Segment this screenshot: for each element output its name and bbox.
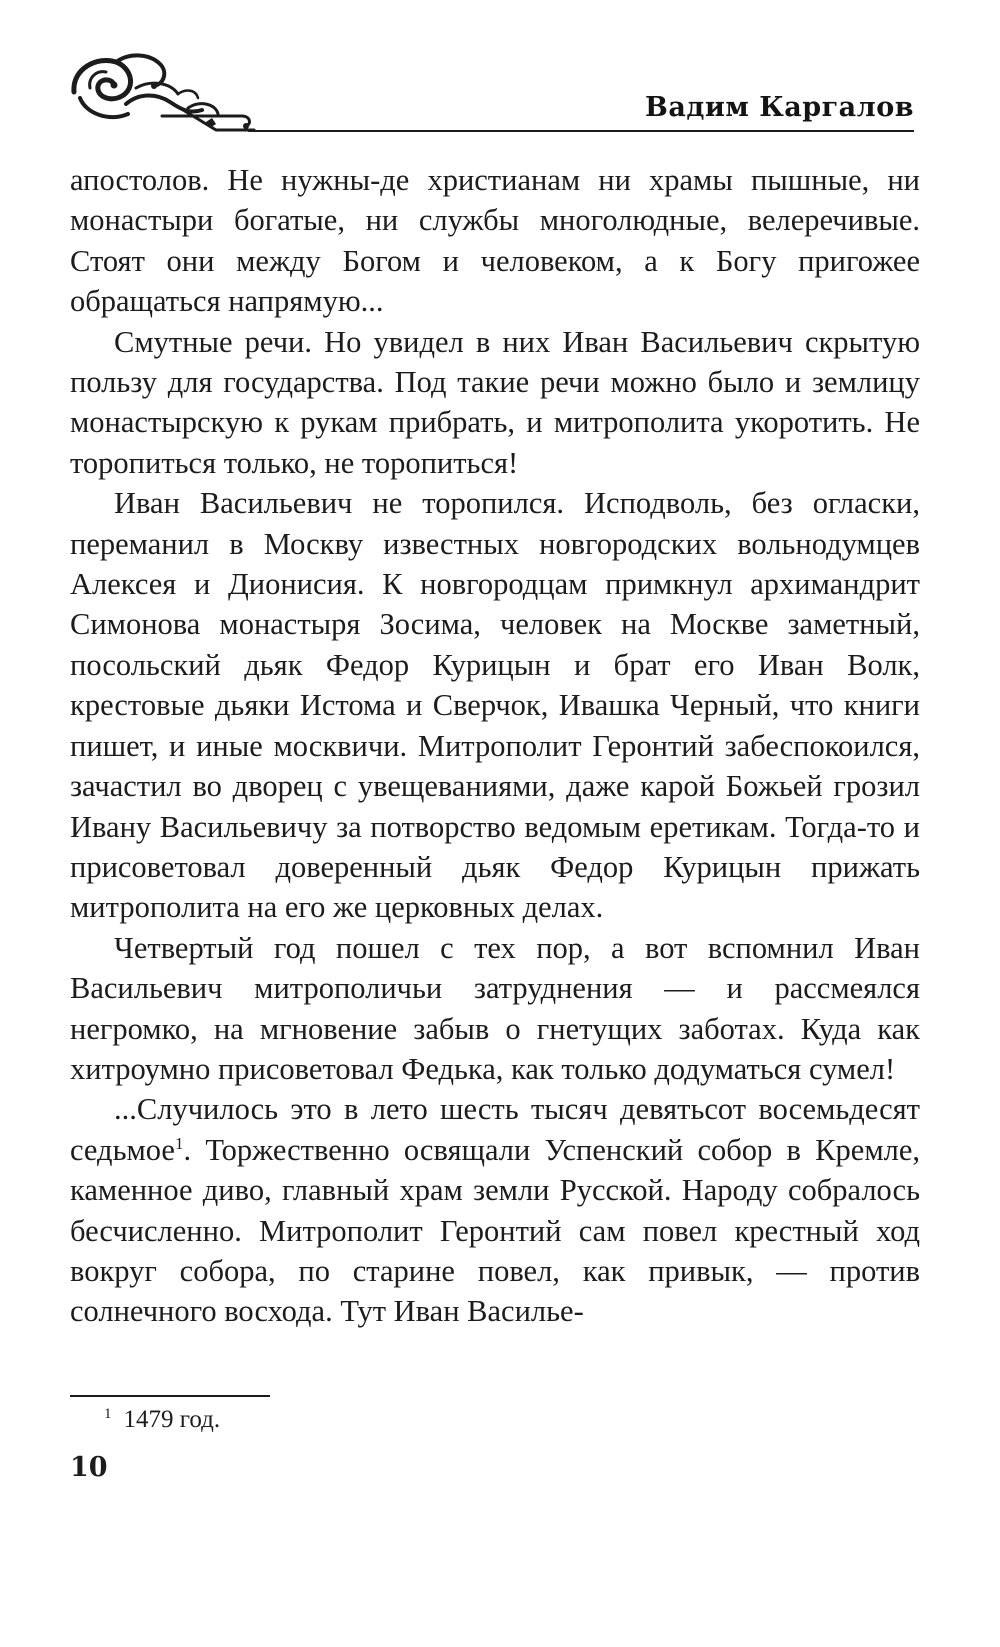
paragraph: Смутные речи. Но увидел в них Иван Васильевич скрытую пользу для государства. Под такие речи можно было и землицу монастырскую к рукам прибрать, и митрополита укоротить. Не торопиться только, не торопиться! <box>70 324 920 480</box>
footnote <box>104 1402 220 1438</box>
paragraph: Иван Васильевич не торопился. Исподволь, без огласки, переманил в Москву известных новгородских вольнодумцев Алексея и Дионисия. К новгородцам примкнул архимандрит Симонова монастыря Зосима, человек на Москве заметный, посольский дьяк Федор Курицын и брат его Иван Волк, крестовые дьяки Истома и Сверчок, Ивашка Черный, что книги пишет, и иные москвичи. Митрополит Геронтий забеспокоился, зачастил во дворец с увещеваниями, даже карой Божьей грозил Ивану Васильевичу за потворство ведомым еретикам. Тогда-то и присоветовал доверенный дьяк Федор Курицын прижать митрополита на его же церковных делах. <box>70 486 920 925</box>
ornament-icon <box>66 48 256 134</box>
footnote-mark: 1 <box>104 1405 112 1422</box>
footnote-rule <box>70 1395 270 1397</box>
paragraph: Четвертый год пошел с тех пор, а вот вспомнил Иван Васильевич митрополичьи затруднения — и рассмеялся негромко, на мгновение забыв о гнетущих заботах. Куда как хитроумно присоветовал Федька, как только додуматься сумел! <box>70 930 920 1086</box>
footnote-reference: 1 <box>174 1133 184 1153</box>
header-rule <box>248 130 914 132</box>
running-header-author: Вадим Каргалов <box>645 92 914 123</box>
paragraph: апостолов. Не нужны-де христианам ни храмы пышные, ни монастыри богатые, ни службы многолюдные, велеречивые. Стоят они между Богом и человеком, а к Богу пригожее обращаться напрямую... <box>70 163 920 319</box>
paragraph-text: ...Случилось это в лето шесть тысяч девятьсот восемьдесят седьмое <box>70 1092 920 1167</box>
footnote-text: 1479 год. <box>123 1406 221 1433</box>
page-number: 10 <box>70 1452 108 1483</box>
body-text <box>70 160 920 1332</box>
paragraph-text: . Торжественно освящали Успенский собор в Кремле, каменное диво, главный храм земли Русской. Народу собралось бесчисленно. Митрополит Геронтий сам повел крестный ход вокруг собора, по старине повел, как привык, — против солнечного восхода. Тут Иван Василье- <box>70 1132 920 1329</box>
paragraph-with-footnote <box>70 1089 920 1331</box>
